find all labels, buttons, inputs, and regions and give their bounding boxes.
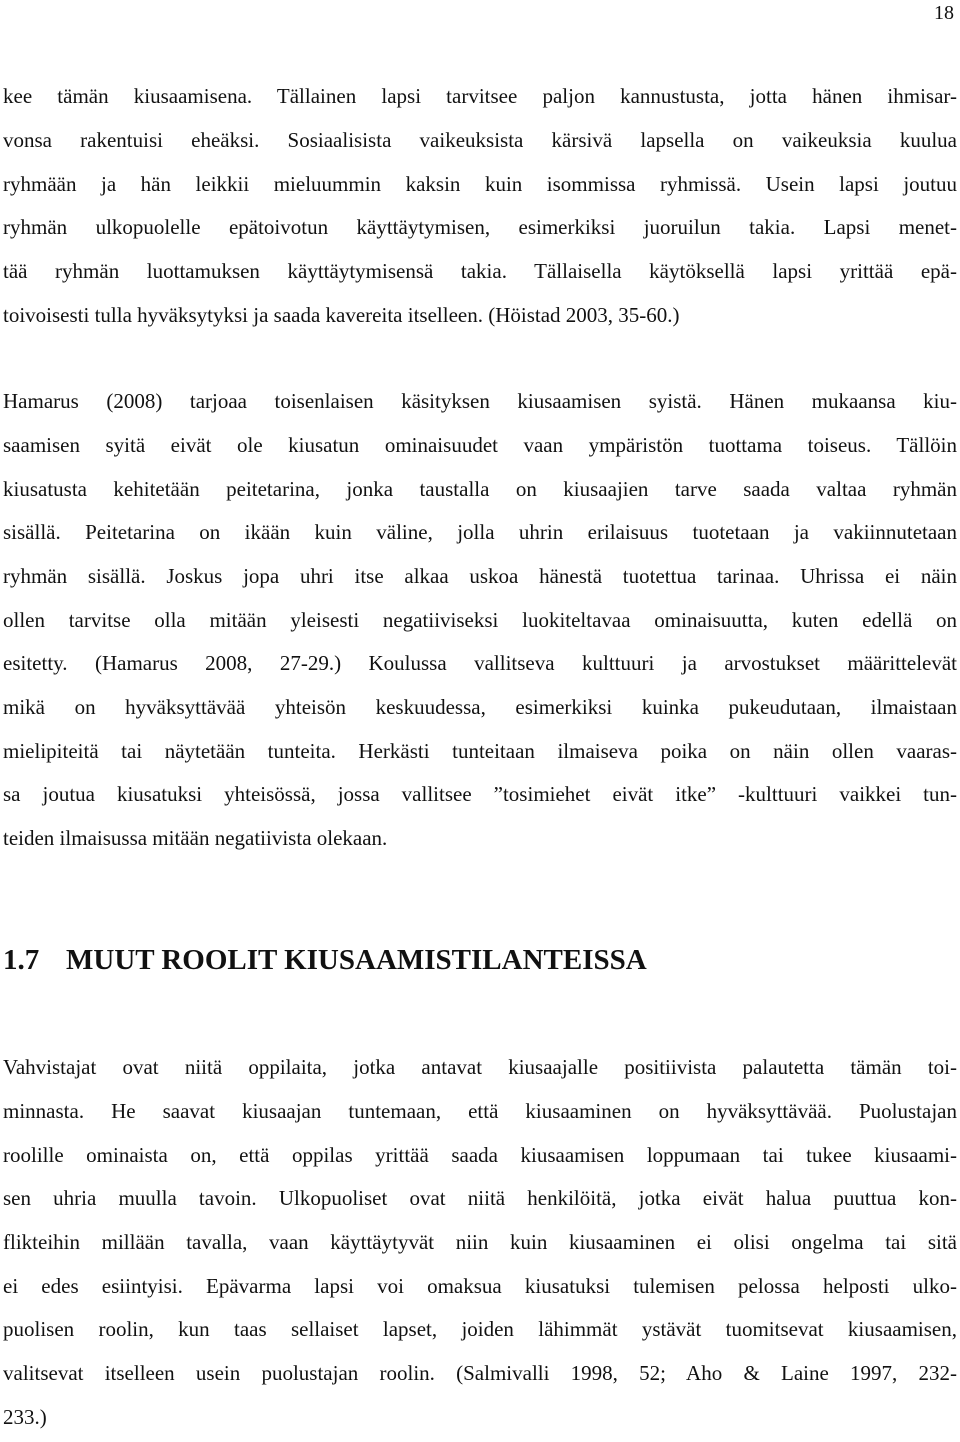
text-line: kee tämän kiusaamisena. Tällainen lapsi tarvitsee paljon kannustusta, jotta hänen ihmisar-: [3, 84, 957, 108]
text-line: sen uhria muulla tavoin. Ulkopuoliset ovat niitä henkilöitä, jotka eivät halua puuttua kon-: [3, 1186, 957, 1210]
text-line: toivoisesti tulla hyväksytyksi ja saada kavereita itselleen. (Höistad 2003, 35-60.): [3, 303, 680, 327]
text-line: 233.): [3, 1405, 47, 1429]
page-number: 18: [934, 2, 954, 24]
text-line: mikä on hyväksyttävää yhteisön keskuudessa, esimerkiksi kuinka pukeudutaan, ilmaistaan: [3, 695, 957, 719]
text-line: ryhmän sisällä. Joskus jopa uhri itse alkaa uskoa hänestä tuotettua tarinaa. Uhrissa ei näin: [3, 564, 957, 588]
text-line: ei edes esiintyisi. Epävarma lapsi voi omaksua kiusatuksi tulemisen pelossa helposti ulko-: [3, 1274, 957, 1298]
text-line: roolille ominaista on, että oppilas yrittää saada kiusaamisen loppumaan tai tukee kiusaami-: [3, 1143, 957, 1167]
text-line: teiden ilmaisussa mitään negatiivista olekaan.: [3, 826, 388, 850]
text-line: sa joutua kiusatuksi yhteisössä, jossa vallitsee ”tosimiehet eivät itke” -kulttuuri vaikkei tun-: [3, 782, 957, 806]
text-line: kiusatusta kehitetään peitetarina, jonka taustalla on kiusaajien tarve saada valtaa ryhmän: [3, 477, 957, 501]
text-line: saamisen syitä eivät ole kiusatun ominaisuudet vaan ympäristön tuottama toiseus. Tällöin: [3, 433, 957, 457]
text-line: ryhmään ja hän leikkii mieluummin kaksin kuin isommissa ryhmissä. Usein lapsi joutuu: [3, 172, 957, 196]
text-line: mielipiteitä tai näytetään tunteita. Herkästi tunteitaan ilmaiseva poika on näin ollen vaaras-: [3, 739, 957, 763]
text-line: Vahvistajat ovat niitä oppilaita, jotka antavat kiusaajalle positiivista palautetta tämän toi-: [3, 1055, 957, 1079]
text-line: Hamarus (2008) tarjoaa toisenlaisen käsityksen kiusaamisen syistä. Hänen mukaansa kiu-: [3, 389, 957, 413]
text-line: valitsevat itselleen usein puolustajan roolin. (Salmivalli 1998, 52; Aho & Laine 1997, 232-: [3, 1361, 957, 1385]
text-line: vonsa rakentuisi eheäksi. Sosiaalisista vaikeuksista kärsivä lapsella on vaikeuksia kuulua: [3, 128, 957, 152]
text-line: puolisen roolin, kun taas sellaiset lapset, joiden lähimmät ystävät tuomitsevat kiusaamisen,: [3, 1317, 957, 1341]
text-line: minnasta. He saavat kiusaajan tuntemaan, että kiusaaminen on hyväksyttävää. Puolustajan: [3, 1099, 957, 1123]
text-line: sisällä. Peitetarina on ikään kuin väline, jolla uhrin erilaisuus tuotetaan ja vakiinnutetaan: [3, 520, 957, 544]
section-number: 1.7: [3, 944, 40, 976]
text-line: ryhmän ulkopuolelle epätoivotun käyttäytymisen, esimerkiksi juoruilun takia. Lapsi menet-: [3, 215, 957, 239]
section-title: MUUT ROOLIT KIUSAAMISTILANTEISSA: [66, 944, 647, 976]
text-line: tää ryhmän luottamuksen käyttäytymisensä takia. Tällaisella käytöksellä lapsi yrittää epä-: [3, 259, 957, 283]
text-line: flikteihin millään tavalla, vaan käyttäytyvät niin kuin kiusaaminen ei olisi ongelma tai sitä: [3, 1230, 957, 1254]
text-line: esitetty. (Hamarus 2008, 27-29.) Koulussa vallitseva kulttuuri ja arvostukset määrittelevät: [3, 651, 957, 675]
section-heading: [3, 943, 647, 977]
text-line: ollen tarvitse olla mitään yleisesti negatiiviseksi luokiteltavaa ominaisuutta, kuten edellä on: [3, 608, 957, 632]
